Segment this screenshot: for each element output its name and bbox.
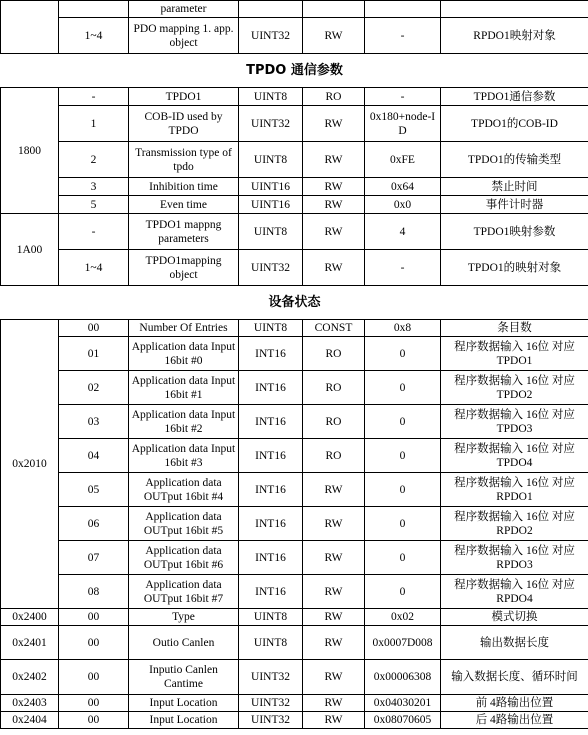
default-cell: -	[365, 88, 441, 106]
table-row	[1, 575, 588, 609]
subindex-cell: 04	[59, 439, 129, 473]
table-row	[1, 507, 588, 541]
description-cell: 条目数	[441, 320, 588, 337]
name-cell: PDO mapping 1. app. object	[129, 18, 239, 54]
type-cell: UINT32	[239, 660, 303, 695]
subindex-cell: -	[59, 214, 129, 250]
subindex-cell: 05	[59, 473, 129, 507]
description-cell: 前 4路输出位置	[441, 695, 588, 712]
name-cell: Application data OUTput 16bit #7	[129, 575, 239, 609]
access-cell: RW	[303, 660, 365, 695]
access-cell: RW	[303, 695, 365, 712]
section-title-tpdo: TPDO 通信参数	[1, 54, 588, 88]
table-row	[1, 609, 588, 626]
access-cell: RO	[303, 371, 365, 405]
default-cell: 0x00006308	[365, 660, 441, 695]
index-cell: 0x2010	[1, 320, 59, 609]
access-cell: CONST	[303, 320, 365, 337]
table-row	[1, 88, 588, 106]
table-row	[1, 214, 588, 250]
access-cell: RW	[303, 609, 365, 626]
name-cell: Application data Input 16bit #2	[129, 405, 239, 439]
description-cell: 输出数据长度	[441, 626, 588, 660]
table-row	[1, 196, 588, 214]
default-cell: 0	[365, 541, 441, 575]
type-cell: UINT32	[239, 106, 303, 142]
subindex-cell: -	[59, 88, 129, 106]
type-cell: UINT8	[239, 214, 303, 250]
table-row	[1, 178, 588, 196]
default-cell: 0	[365, 473, 441, 507]
description-cell	[441, 1, 588, 18]
default-cell: 0x04030201	[365, 695, 441, 712]
description-cell: 程序数据输入 16位 对应 TPDO4	[441, 439, 588, 473]
access-cell: RW	[303, 142, 365, 178]
subindex-cell: 5	[59, 196, 129, 214]
index-cell: 0x2401	[1, 626, 59, 660]
table-row	[1, 405, 588, 439]
subindex-cell: 01	[59, 337, 129, 371]
index-cell: 1800	[1, 88, 59, 214]
description-cell: TPDO1的传输类型	[441, 142, 588, 178]
subindex-cell: 2	[59, 142, 129, 178]
type-cell: INT16	[239, 371, 303, 405]
access-cell: RO	[303, 88, 365, 106]
subindex-cell: 02	[59, 371, 129, 405]
subindex-cell: 00	[59, 320, 129, 337]
default-cell: 0x0	[365, 196, 441, 214]
subindex-cell: 00	[59, 660, 129, 695]
default-cell: 0	[365, 371, 441, 405]
table-row	[1, 439, 588, 473]
name-cell: Number Of Entries	[129, 320, 239, 337]
section-header-row	[1, 286, 588, 320]
description-cell: 后 4路输出位置	[441, 712, 588, 729]
table-row	[1, 320, 588, 337]
description-cell: RPDO1映射对象	[441, 18, 588, 54]
name-cell: Application data OUTput 16bit #4	[129, 473, 239, 507]
access-cell: RO	[303, 405, 365, 439]
table-row	[1, 337, 588, 371]
access-cell: RW	[303, 541, 365, 575]
default-cell: 0x02	[365, 609, 441, 626]
type-cell: INT16	[239, 541, 303, 575]
type-cell: INT16	[239, 473, 303, 507]
default-cell: 4	[365, 214, 441, 250]
table-row	[1, 473, 588, 507]
access-cell: RW	[303, 18, 365, 54]
type-cell: INT16	[239, 439, 303, 473]
description-cell: 程序数据输入 16位 对应 TPDO1	[441, 337, 588, 371]
description-cell: 程序数据输入 16位 对应 TPDO2	[441, 371, 588, 405]
table-row	[1, 250, 588, 286]
name-cell: Input Location	[129, 712, 239, 729]
subindex-cell: 1	[59, 106, 129, 142]
table-row	[1, 660, 588, 695]
name-cell: Inputio Canlen Cantime	[129, 660, 239, 695]
description-cell: 输入数据长度、循环时间	[441, 660, 588, 695]
access-cell: RW	[303, 712, 365, 729]
access-cell: RO	[303, 337, 365, 371]
type-cell: UINT8	[239, 142, 303, 178]
table-row	[1, 626, 588, 660]
default-cell: 0	[365, 405, 441, 439]
type-cell: UINT16	[239, 196, 303, 214]
description-cell: 禁止时间	[441, 178, 588, 196]
index-cell: 0x2402	[1, 660, 59, 695]
subindex-cell: 06	[59, 507, 129, 541]
subindex-cell: 07	[59, 541, 129, 575]
subindex-cell: 1~4	[59, 250, 129, 286]
table-row	[1, 106, 588, 142]
default-cell: 0	[365, 337, 441, 371]
access-cell: RW	[303, 575, 365, 609]
description-cell: 程序数据输入 16位 对应 TPDO3	[441, 405, 588, 439]
default-cell: 0	[365, 575, 441, 609]
type-cell: INT16	[239, 405, 303, 439]
access-cell: RW	[303, 214, 365, 250]
name-cell: Application data Input 16bit #3	[129, 439, 239, 473]
name-cell: Application data OUTput 16bit #6	[129, 541, 239, 575]
type-cell: UINT32	[239, 712, 303, 729]
name-cell: TPDO1mapping object	[129, 250, 239, 286]
index-cell: 1A00	[1, 214, 59, 286]
subindex-cell: 00	[59, 695, 129, 712]
access-cell: RW	[303, 473, 365, 507]
subindex-cell: 08	[59, 575, 129, 609]
default-cell: 0x180+node-ID	[365, 106, 441, 142]
subindex-cell: 00	[59, 712, 129, 729]
type-cell: UINT8	[239, 320, 303, 337]
description-cell: 程序数据输入 16位 对应 RPDO3	[441, 541, 588, 575]
default-cell	[365, 1, 441, 18]
type-cell: INT16	[239, 337, 303, 371]
index-cell: 0x2400	[1, 609, 59, 626]
access-cell: RW	[303, 626, 365, 660]
access-cell: RO	[303, 439, 365, 473]
type-cell: UINT32	[239, 18, 303, 54]
subindex-cell: 00	[59, 626, 129, 660]
table-row	[1, 371, 588, 405]
table-row	[1, 142, 588, 178]
type-cell: UINT8	[239, 626, 303, 660]
section-header-row	[1, 54, 588, 88]
type-cell: INT16	[239, 575, 303, 609]
name-cell: COB-ID used by TPDO	[129, 106, 239, 142]
table-row	[1, 18, 588, 54]
description-cell: 程序数据输入 16位 对应 RPDO2	[441, 507, 588, 541]
type-cell: UINT8	[239, 88, 303, 106]
default-cell: 0x64	[365, 178, 441, 196]
name-cell: Transmission type of tpdo	[129, 142, 239, 178]
description-cell: 模式切换	[441, 609, 588, 626]
name-cell: Application data OUTput 16bit #5	[129, 507, 239, 541]
default-cell: 0	[365, 507, 441, 541]
table-row	[1, 541, 588, 575]
type-cell: UINT32	[239, 250, 303, 286]
table-row	[1, 712, 588, 729]
table-row	[1, 1, 588, 18]
access-cell: RW	[303, 196, 365, 214]
name-cell: parameter	[129, 1, 239, 18]
index-cell: 0x2404	[1, 712, 59, 729]
access-cell: RW	[303, 106, 365, 142]
subindex-cell: 03	[59, 405, 129, 439]
access-cell: RW	[303, 178, 365, 196]
access-cell: RW	[303, 250, 365, 286]
type-cell: UINT32	[239, 695, 303, 712]
subindex-cell	[59, 1, 129, 18]
default-cell: 0x08070605	[365, 712, 441, 729]
description-cell: TPDO1映射参数	[441, 214, 588, 250]
default-cell: 0x8	[365, 320, 441, 337]
name-cell: Inhibition time	[129, 178, 239, 196]
name-cell: TPDO1 mappng parameters	[129, 214, 239, 250]
name-cell: Application data Input 16bit #1	[129, 371, 239, 405]
name-cell: Type	[129, 609, 239, 626]
index-cell: 0x2403	[1, 695, 59, 712]
default-cell: 0xFE	[365, 142, 441, 178]
description-cell: TPDO1的映射对象	[441, 250, 588, 286]
description-cell: TPDO1的COB-ID	[441, 106, 588, 142]
default-cell: 0	[365, 439, 441, 473]
access-cell	[303, 1, 365, 18]
name-cell: Application data Input 16bit #0	[129, 337, 239, 371]
default-cell: 0x0007D008	[365, 626, 441, 660]
section-title-status: 设备状态	[1, 286, 588, 320]
description-cell: 程序数据输入 16位 对应 RPDO1	[441, 473, 588, 507]
table-row	[1, 695, 588, 712]
type-cell	[239, 1, 303, 18]
description-cell: 事件计时器	[441, 196, 588, 214]
default-cell: -	[365, 18, 441, 54]
name-cell: TPDO1	[129, 88, 239, 106]
type-cell: UINT16	[239, 178, 303, 196]
access-cell: RW	[303, 507, 365, 541]
description-cell: TPDO1通信参数	[441, 88, 588, 106]
default-cell: -	[365, 250, 441, 286]
name-cell: Even time	[129, 196, 239, 214]
type-cell: UINT8	[239, 609, 303, 626]
type-cell: INT16	[239, 507, 303, 541]
name-cell: Outio Canlen	[129, 626, 239, 660]
subindex-cell: 3	[59, 178, 129, 196]
name-cell: Input Location	[129, 695, 239, 712]
subindex-cell: 1~4	[59, 18, 129, 54]
description-cell: 程序数据输入 16位 对应 RPDO4	[441, 575, 588, 609]
index-cell	[1, 1, 59, 54]
subindex-cell: 00	[59, 609, 129, 626]
